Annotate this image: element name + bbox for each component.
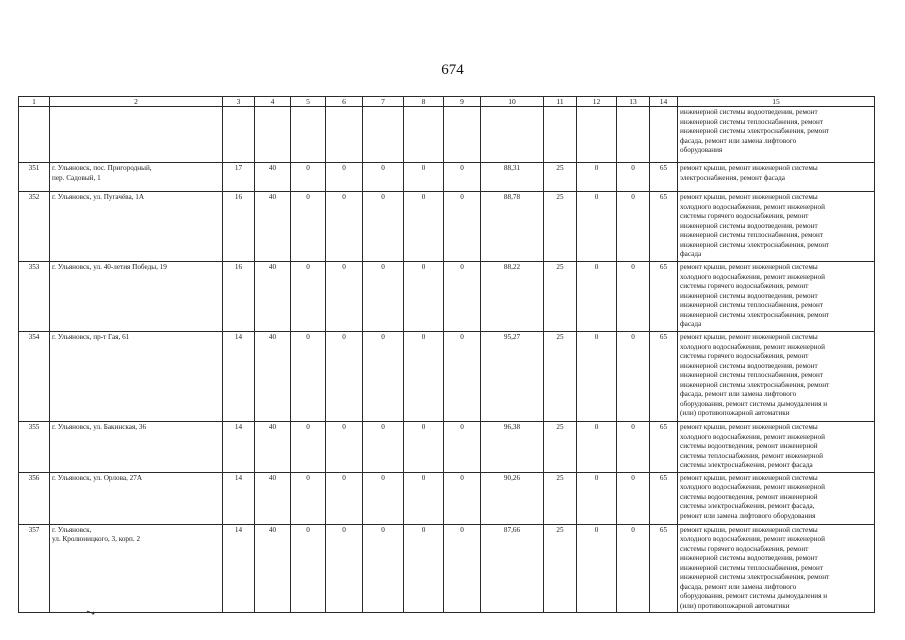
works-line: системы горячего водоснабжения, ремонт [680, 352, 809, 360]
page-number: 674 [441, 62, 464, 78]
works-line: электроснабжения, ремонт фасада [680, 173, 785, 182]
value-cell-c13: 0 [617, 262, 650, 332]
value-cell-c3: 14 [223, 332, 255, 422]
works-line: инженерной системы электроснабжения, ремонт [680, 573, 830, 581]
value-cell-c11: 25 [544, 422, 577, 473]
value-cell-c7: 0 [363, 262, 404, 332]
works-line: инженерной системы водоотведения, ремонт [680, 291, 818, 300]
value-cell-c9: 0 [444, 472, 481, 524]
continuation-row [19, 107, 875, 163]
table-row [19, 422, 875, 473]
value-cell-c8: 0 [404, 472, 444, 524]
works-line: ремонт крыши, ремонт инженерной системы [680, 263, 818, 271]
table-row [19, 163, 875, 192]
works-line: фасада, ремонт или замена лифтового [680, 136, 797, 145]
works-line: системы теплоснабжения, ремонт инженерной [680, 451, 824, 460]
value-cell-c13: 0 [617, 422, 650, 473]
value-cell-c14: 65 [650, 332, 678, 422]
works-line: инженерной системы электроснабжения, ремонт [680, 127, 830, 135]
value-cell-c9: 0 [444, 422, 481, 473]
empty-cell [363, 107, 404, 163]
value-cell-c7: 0 [363, 332, 404, 422]
value-cell-c10: 90,26 [481, 472, 544, 524]
row-number: 354 [19, 332, 50, 422]
row-number: 356 [19, 472, 50, 524]
value-cell-c8: 0 [404, 332, 444, 422]
address-line: г. Ульяновск, пос. Пригородный, [52, 164, 152, 172]
address-line: г. Ульяновск, ул. 40-летия Победы, 19 [52, 263, 167, 271]
column-header-4: 4 [255, 97, 291, 107]
row-number: 355 [19, 422, 50, 473]
value-cell-c4: 40 [255, 262, 291, 332]
value-cell-c10: 96,38 [481, 422, 544, 473]
value-cell-c13: 0 [617, 472, 650, 524]
value-cell-c6: 0 [326, 163, 363, 192]
value-cell-c4: 40 [255, 192, 291, 262]
value-cell-c8: 0 [404, 192, 444, 262]
column-header-5: 5 [291, 97, 326, 107]
value-cell-c4: 40 [255, 524, 291, 613]
value-cell-c4: 40 [255, 332, 291, 422]
works-line: фасада, ремонт или замена лифтового [680, 390, 797, 398]
address-cell [50, 332, 223, 422]
works-line: системы горячего водоснабжения, ремонт [680, 212, 809, 220]
value-cell-c3: 14 [223, 524, 255, 613]
address-cell [50, 524, 223, 613]
empty-cell [650, 107, 678, 163]
works-cell [678, 524, 875, 613]
empty-cell [223, 107, 255, 163]
value-cell-c14: 65 [650, 163, 678, 192]
empty-cell [50, 107, 223, 163]
works-line: инженерной системы водоотведения, ремонт [680, 554, 818, 562]
empty-cell [255, 107, 291, 163]
empty-cell [326, 107, 363, 163]
value-cell-c9: 0 [444, 163, 481, 192]
works-line: ремонт крыши, ремонт инженерной системы [680, 333, 818, 341]
column-header-15: 15 [678, 97, 875, 107]
value-cell-c9: 0 [444, 262, 481, 332]
value-cell-c7: 0 [363, 472, 404, 524]
value-cell-c12: 0 [577, 262, 617, 332]
works-line: (или) противопожарной автоматики [680, 601, 790, 610]
value-cell-c3: 14 [223, 422, 255, 473]
works-line: инженерной системы теплоснабжения, ремонт [680, 371, 824, 379]
works-line: холодного водоснабжения, ремонт инженерной [680, 483, 825, 491]
value-cell-c10: 95,27 [481, 332, 544, 422]
works-line: оборудования, ремонт системы дымоудаления и [680, 592, 828, 600]
value-cell-c8: 0 [404, 422, 444, 473]
value-cell-c5: 0 [291, 163, 326, 192]
works-line: инженерной системы теплоснабжения, ремонт [680, 117, 824, 126]
value-cell-c9: 0 [444, 332, 481, 422]
column-header-11: 11 [544, 97, 577, 107]
column-header-12: 12 [577, 97, 617, 107]
table-body [19, 107, 875, 613]
table-row [19, 332, 875, 422]
value-cell-c10: 88,31 [481, 163, 544, 192]
value-cell-c7: 0 [363, 524, 404, 613]
row-number: 352 [19, 192, 50, 262]
value-cell-c3: 17 [223, 163, 255, 192]
value-cell-c11: 25 [544, 192, 577, 262]
works-line: ремонт крыши, ремонт инженерной системы [680, 473, 818, 482]
value-cell-c5: 0 [291, 524, 326, 613]
column-header-10: 10 [481, 97, 544, 107]
column-header-1: 1 [19, 97, 50, 107]
value-cell-c14: 65 [650, 472, 678, 524]
works-cell [678, 262, 875, 332]
works-line: ремонт крыши, ремонт инженерной системы [680, 164, 818, 172]
works-line: фасада, ремонт или замена лифтового [680, 582, 797, 591]
value-cell-c14: 65 [650, 262, 678, 332]
table-row [19, 524, 875, 613]
value-cell-c8: 0 [404, 524, 444, 613]
empty-cell [291, 107, 326, 163]
value-cell-c5: 0 [291, 262, 326, 332]
works-line: системы водоотведения, ремонт инженерной [680, 492, 818, 501]
works-cell [678, 192, 875, 262]
value-cell-c13: 0 [617, 163, 650, 192]
works-line: холодного водоснабжения, ремонт инженерной [680, 202, 825, 211]
empty-cell [617, 107, 650, 163]
works-line: инженерной системы водоотведения, ремонт [680, 108, 818, 116]
value-cell-c3: 16 [223, 262, 255, 332]
value-cell-c3: 16 [223, 192, 255, 262]
works-line: системы водоотведения, ремонт инженерной [680, 442, 818, 450]
works-line: инженерной системы теплоснабжения, ремонт [680, 563, 824, 572]
address-line: пер. Садовый, 1 [52, 173, 101, 182]
empty-cell [577, 107, 617, 163]
works-line: инженерной системы электроснабжения, ремонт [680, 380, 830, 389]
row-number: 351 [19, 163, 50, 192]
column-header-7: 7 [363, 97, 404, 107]
address-line: г. Ульяновск, [52, 525, 92, 534]
value-cell-c5: 0 [291, 192, 326, 262]
value-cell-c10: 87,66 [481, 524, 544, 613]
value-cell-c13: 0 [617, 524, 650, 613]
works-line: инженерной системы теплоснабжения, ремонт [680, 231, 824, 239]
works-line: системы горячего водоснабжения, ремонт [680, 544, 809, 553]
works-cell [678, 163, 875, 192]
value-cell-c12: 0 [577, 422, 617, 473]
value-cell-c5: 0 [291, 422, 326, 473]
works-line: (или) противопожарной автоматики [680, 409, 790, 417]
works-cell [678, 332, 875, 422]
value-cell-c10: 88,22 [481, 262, 544, 332]
works-line: ремонт или замена лифтового оборудования [680, 511, 816, 520]
works-cell [678, 107, 875, 163]
value-cell-c7: 0 [363, 422, 404, 473]
address-cell [50, 262, 223, 332]
works-line: инженерной системы водоотведения, ремонт [680, 221, 818, 230]
column-number-row [19, 97, 875, 107]
address-line: г. Ульяновск, ул. Бакинская, 36 [52, 423, 147, 431]
table-row [19, 192, 875, 262]
works-line: холодного водоснабжения, ремонт инженерной [680, 272, 825, 281]
address-line: ул. Кролюницкого, 3, корп. 2 [52, 535, 141, 543]
value-cell-c10: 88,78 [481, 192, 544, 262]
value-cell-c6: 0 [326, 422, 363, 473]
empty-cell [544, 107, 577, 163]
value-cell-c4: 40 [255, 163, 291, 192]
value-cell-c5: 0 [291, 332, 326, 422]
works-cell [678, 422, 875, 473]
value-cell-c4: 40 [255, 472, 291, 524]
works-line: оборудования, ремонт системы дымоудаления и [680, 399, 828, 408]
works-line: инженерной системы теплоснабжения, ремонт [680, 301, 824, 309]
address-line: г. Ульяновск, ул. Пугачёва, 1А [52, 193, 145, 201]
column-header-3: 3 [223, 97, 255, 107]
address-cell [50, 192, 223, 262]
value-cell-c12: 0 [577, 192, 617, 262]
works-cell [678, 472, 875, 524]
column-header-13: 13 [617, 97, 650, 107]
works-line: фасада [680, 250, 702, 258]
works-line: холодного водоснабжения, ремонт инженерной [680, 432, 825, 441]
column-header-9: 9 [444, 97, 481, 107]
value-cell-c3: 14 [223, 472, 255, 524]
address-line: г. Ульяновск, ул. Орлова, 27А [52, 473, 143, 482]
works-line: инженерной системы электроснабжения, ремонт [680, 240, 830, 249]
address-cell [50, 163, 223, 192]
address-cell [50, 422, 223, 473]
value-cell-c14: 65 [650, 524, 678, 613]
works-line: фасада [680, 320, 702, 328]
value-cell-c9: 0 [444, 524, 481, 613]
value-cell-c13: 0 [617, 332, 650, 422]
scan-mark: ↘ [84, 605, 98, 621]
value-cell-c8: 0 [404, 262, 444, 332]
row-number: 353 [19, 262, 50, 332]
value-cell-c13: 0 [617, 192, 650, 262]
empty-cell [444, 107, 481, 163]
value-cell-c9: 0 [444, 192, 481, 262]
works-line: холодного водоснабжения, ремонт инженерной [680, 535, 825, 543]
works-line: системы электроснабжения, ремонт фасада [680, 461, 813, 469]
value-cell-c4: 40 [255, 422, 291, 473]
works-line: ремонт крыши, ремонт инженерной системы [680, 423, 818, 431]
empty-cell [404, 107, 444, 163]
table-row [19, 262, 875, 332]
works-line: ремонт крыши, ремонт инженерной системы [680, 525, 818, 534]
row-number: 357 [19, 524, 50, 613]
value-cell-c6: 0 [326, 192, 363, 262]
empty-cell [19, 107, 50, 163]
value-cell-c14: 65 [650, 192, 678, 262]
value-cell-c5: 0 [291, 472, 326, 524]
value-cell-c11: 25 [544, 524, 577, 613]
column-header-8: 8 [404, 97, 444, 107]
value-cell-c6: 0 [326, 262, 363, 332]
works-line: холодного водоснабжения, ремонт инженерной [680, 342, 825, 351]
value-cell-c6: 0 [326, 332, 363, 422]
value-cell-c6: 0 [326, 472, 363, 524]
value-cell-c7: 0 [363, 163, 404, 192]
value-cell-c6: 0 [326, 524, 363, 613]
address-line: г. Ульяновск, пр-т Гая, 61 [52, 333, 130, 341]
column-header-2: 2 [50, 97, 223, 107]
column-header-6: 6 [326, 97, 363, 107]
works-line: ремонт крыши, ремонт инженерной системы [680, 193, 818, 201]
works-table [18, 96, 875, 613]
value-cell-c12: 0 [577, 332, 617, 422]
value-cell-c14: 65 [650, 422, 678, 473]
value-cell-c11: 25 [544, 262, 577, 332]
empty-cell [481, 107, 544, 163]
column-header-14: 14 [650, 97, 678, 107]
value-cell-c11: 25 [544, 163, 577, 192]
value-cell-c11: 25 [544, 332, 577, 422]
value-cell-c12: 0 [577, 472, 617, 524]
address-cell [50, 472, 223, 524]
works-line: системы электроснабжения, ремонт фасада, [680, 502, 815, 510]
works-line: системы горячего водоснабжения, ремонт [680, 282, 809, 290]
value-cell-c11: 25 [544, 472, 577, 524]
table-row [19, 472, 875, 524]
value-cell-c8: 0 [404, 163, 444, 192]
value-cell-c7: 0 [363, 192, 404, 262]
value-cell-c12: 0 [577, 163, 617, 192]
value-cell-c12: 0 [577, 524, 617, 613]
works-line: инженерной системы водоотведения, ремонт [680, 361, 818, 370]
works-line: инженерной системы электроснабжения, ремонт [680, 310, 830, 319]
works-line: оборудования [680, 146, 723, 154]
